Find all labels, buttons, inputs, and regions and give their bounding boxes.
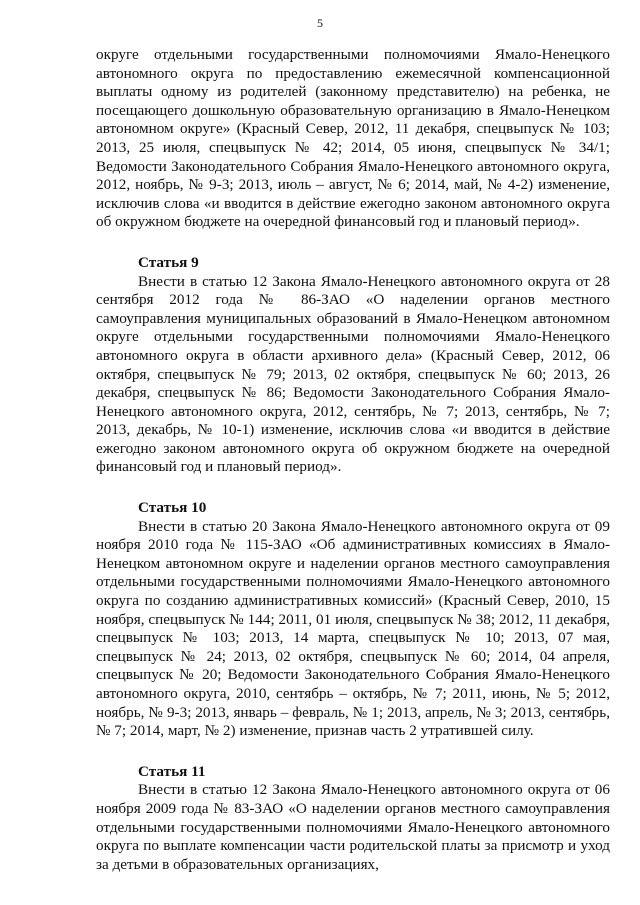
intro-paragraph: округе отдельными государственными полномочиями Ямало-Ненецкого автономного округа по предоставлению ежемесячной компенсационной выплаты одному из родителей (законному представителю) на ребенка, не посещающего дошкольную образовательную организацию в Ямало-Ненецком автономном округе» (Красный Север, 2012, 11 декабря, спецвыпуск № 103; 2013, 25 июля, спецвыпуск № 42; 2014, 05 июня, спецвыпуск № 34/1; Ведомости Законодательного Собрания Ямало-Ненецкого автономного округа, 2012, ноябрь, № 9-3; 2013, июль – август, № 6; 2014, май, № 4-2) изменение, исключив слова «и вводится в действие ежегодно законом автономного округа об окружном бюджете на очередной финансовый год и плановый период».	[96, 46, 610, 231]
article-11-text: Внести в статью 12 Закона Ямало-Ненецкого автономного округа от 06 ноября 2009 года № 83-ЗАО «О наделении органов местного самоуправления отдельными государственными полномочиями Ямало-Ненецкого автономного округа по выплате компенсации части родительской платы за присмотр и уход за детьми в образовательных организациях,	[96, 781, 610, 873]
document-body	[96, 46, 610, 874]
article-11-title: Статья 11	[138, 762, 206, 780]
spacer	[96, 741, 610, 763]
article-10-text: Внести в статью 20 Закона Ямало-Ненецкого автономного округа от 09 ноября 2010 года № 115-ЗАО «Об административных комиссиях в Ямало-Ненецком автономном округе и наделении органов местного самоуправления отдельными государственными полномочиями Ямало-Ненецкого автономного округа по созданию административных комиссий» (Красный Север, 2010, 15 ноября, спецвыпуск № 144; 2011, 01 июля, спецвыпуск № 38; 2012, 11 декабря, спецвыпуск № 103; 2013, 14 марта, спецвыпуск № 10; 2013, 07 мая, спецвыпуск № 24; 2013, 02 октября, спецвыпуск № 60; 2014, 04 апреля, спецвыпуск № 20; Ведомости Законодательного Собрания Ямало-Ненецкого автономного округа, 2010, сентябрь – октябрь, № 7; 2011, июнь, № 5; 2012, ноябрь, № 9-3; 2013, январь – февраль, № 1; 2013, апрель, № 3; 2013, сентябрь, № 7; 2014, март, № 2) изменение, признав часть 2 утратившей силу.	[96, 517, 610, 740]
article-9-text: Внести в статью 12 Закона Ямало-Ненецкого автономного округа от 28 сентября 2012 года № 86-ЗАО «О наделении органов местного самоуправления муниципальных образований в Ямало-Ненецком автономном округе отдельными государственными полномочиями Ямало-Ненецкого автономного округа в области архивного дела» (Красный Север, 2012, 06 октября, спецвыпуск № 79; 2013, 02 октября, спецвыпуск № 60; 2013, 26 декабря, спецвыпуск № 86; Ведомости Законодательного Собрания Ямало-Ненецкого автономного округа, 2012, сентябрь, № 7; 2013, сентябрь, № 7; 2013, декабрь, № 10-1) изменение, исключив слова «и вводится в действие ежегодно законом автономного округа об окружном бюджете на очередной финансовый год и плановый период».	[96, 272, 610, 476]
article-10-title: Статья 10	[138, 499, 207, 517]
spacer	[96, 232, 610, 254]
article-9-title: Статья 9	[138, 253, 199, 271]
page-number: 5	[317, 16, 323, 30]
spacer	[96, 477, 610, 499]
